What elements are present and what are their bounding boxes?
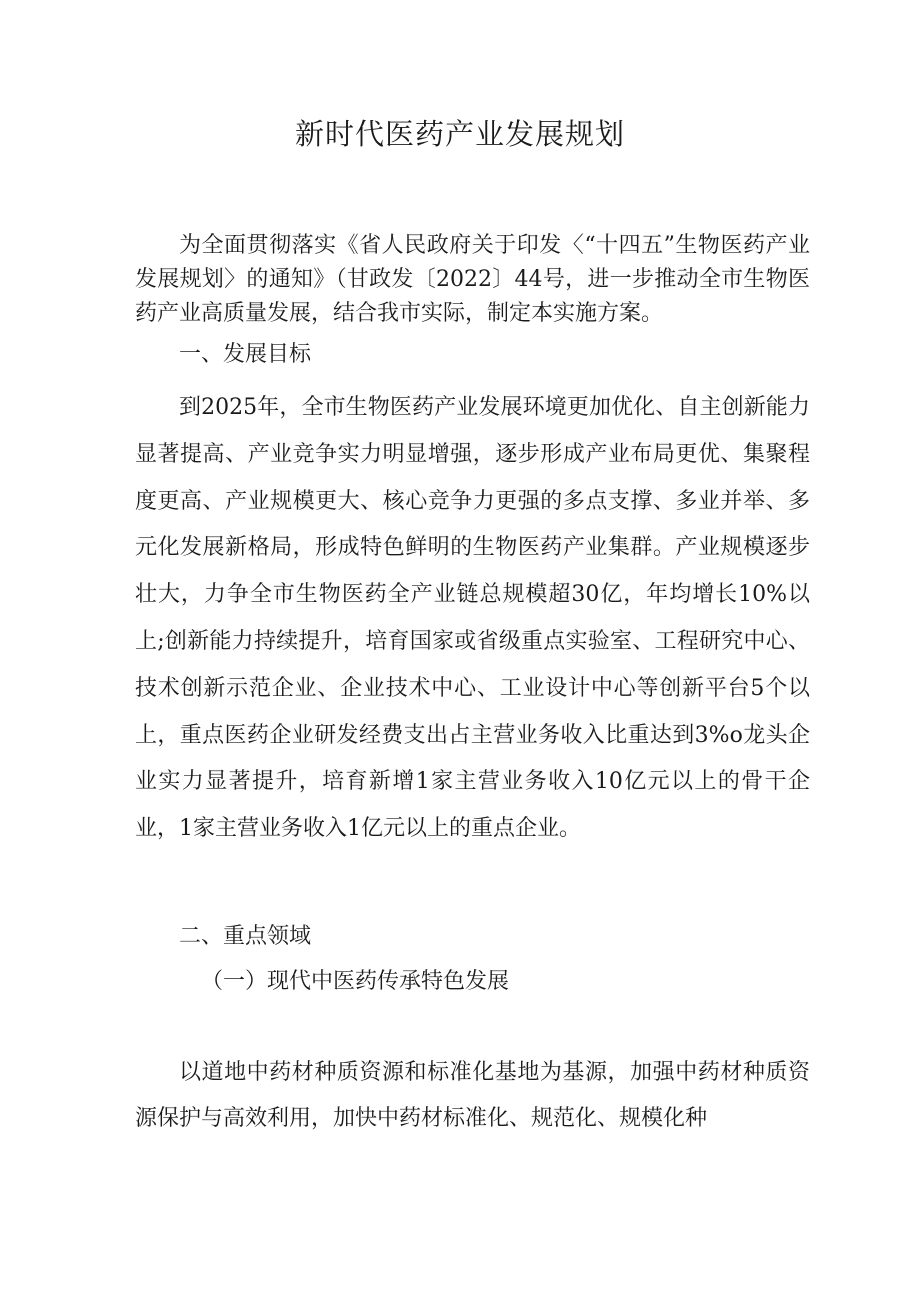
section-heading-development-goals: 一、发展目标 (179, 342, 312, 367)
document-title: 新时代医药产业发展规划 (294, 117, 625, 151)
subsection-heading-modern-tcm: （一）现代中医药传承特色发展 (201, 969, 510, 994)
modern-tcm-paragraph: 以道地中药材种质资源和标准化基地为基源，加强中药材种质资源保护与高效利用，加快中药材标准化、规范化、规模化种 (135, 1060, 810, 1131)
intro-paragraph: 为全面贯彻落实《省人民政府关于印发〈“十四五”生物医药产业发展规划〉的通知》（甘政发〔2022〕44号，进一步推动全市生物医药产业高质量发展，结合我市实际，制定本实施方案。 (135, 233, 810, 326)
section-heading-key-areas: 二、重点领域 (179, 924, 312, 949)
development-goals-paragraph: 到2025年，全市生物医药产业发展环境更加优化、自主创新能力显著提高、产业竞争实力明显增强，逐步形成产业布局更优、集聚程度更高、产业规模更大、核心竞争力更强的多点支撑、多业并举、多元化发展新格局，形成特色鲜明的生物医药产业集群。产业规模逐步壮大，力争全市生物医药全产业链总规模超30亿，年均增长10%以上;创新能力持续提升，培育国家或省级重点实验室、工程研究中心、技术创新示范企业、企业技术中心、工业设计中心等创新平台5个以上，重点医药企业研发经费支出占主营业务收入比重达到3%o龙头企业实力显著提升，培育新增1家主营业务收入10亿元以上的骨干企业，1家主营业务收入1亿元以上的重点企业。 (135, 395, 810, 842)
